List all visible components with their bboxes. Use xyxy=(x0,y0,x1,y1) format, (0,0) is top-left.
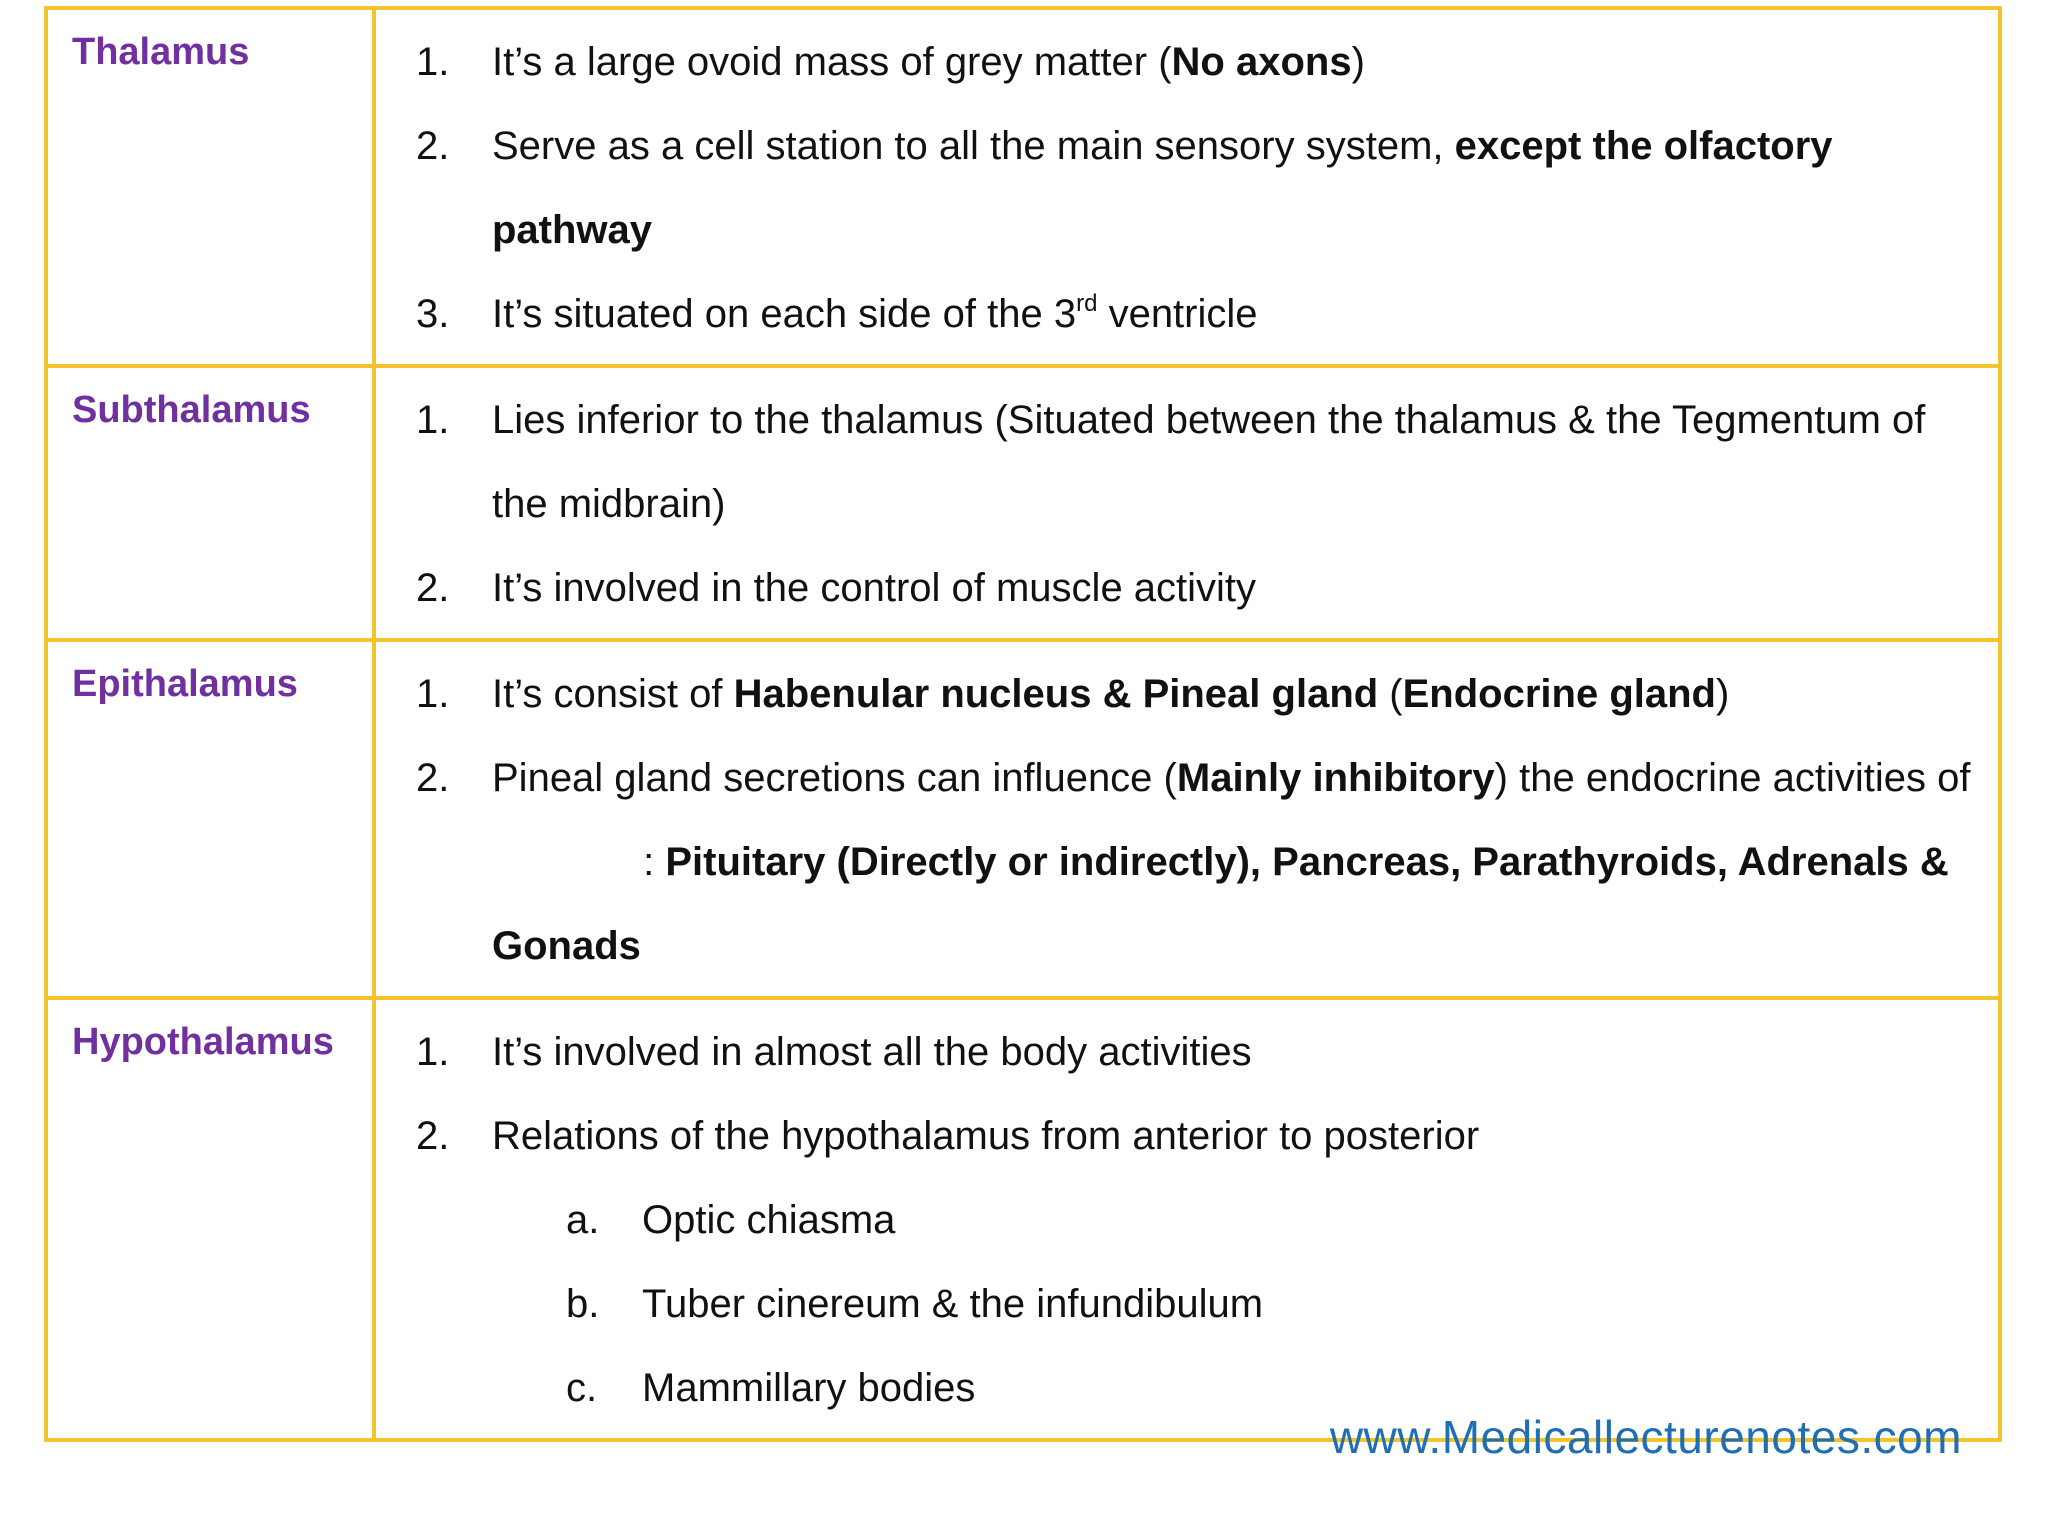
description-cell xyxy=(374,998,2000,1440)
term-subthalamus: Subthalamus xyxy=(46,366,374,640)
sub-list-item: b. Tuber cinereum & the infundibulum xyxy=(566,1282,1264,1326)
sub-list-item: c. Mammillary bodies xyxy=(566,1366,976,1410)
table-row xyxy=(46,8,2000,366)
list-item: 2. Serve as a cell station to all the main sensory system, except the olfactory pathway xyxy=(416,124,1833,252)
list-item: 2. Pineal gland secretions can influence (Mainly inhibitory) the endocrine activities of : Pituitary (Directly or indirectly), Pancreas, Parathyroids, Adrenals & Gonads xyxy=(416,756,1971,968)
website-link[interactable]: www.Medicallecturenotes.com xyxy=(1329,1411,1962,1463)
list-item: 1. It’s a large ovoid mass of grey matter (No axons) xyxy=(416,40,1365,84)
table-row xyxy=(46,366,2000,640)
list-item: 2. Relations of the hypothalamus from anterior to posterior xyxy=(416,1114,1480,1158)
description-cell xyxy=(374,640,2000,998)
anatomy-table xyxy=(44,6,2002,1442)
list-item: 1. It’s consist of Habenular nucleus & Pineal gland (Endocrine gland) xyxy=(416,672,1730,716)
list-item: 3. It’s situated on each side of the 3rd ventricle xyxy=(416,290,1258,336)
table-row xyxy=(46,640,2000,998)
list-item: 2. It’s involved in the control of muscle activity xyxy=(416,566,1257,610)
list-item: 1. It’s involved in almost all the body activities xyxy=(416,1030,1252,1074)
description-cell xyxy=(374,366,2000,640)
list-item: 1. Lies inferior to the thalamus (Situated between the thalamus & the Tegmentum of the midbrain) xyxy=(416,398,1926,526)
term-thalamus: Thalamus xyxy=(46,8,374,366)
term-epithalamus: Epithalamus xyxy=(46,640,374,998)
table-row xyxy=(46,998,2000,1440)
term-hypothalamus: Hypothalamus xyxy=(46,998,374,1440)
sub-list-item: a. Optic chiasma xyxy=(566,1198,896,1242)
description-cell xyxy=(374,8,2000,366)
